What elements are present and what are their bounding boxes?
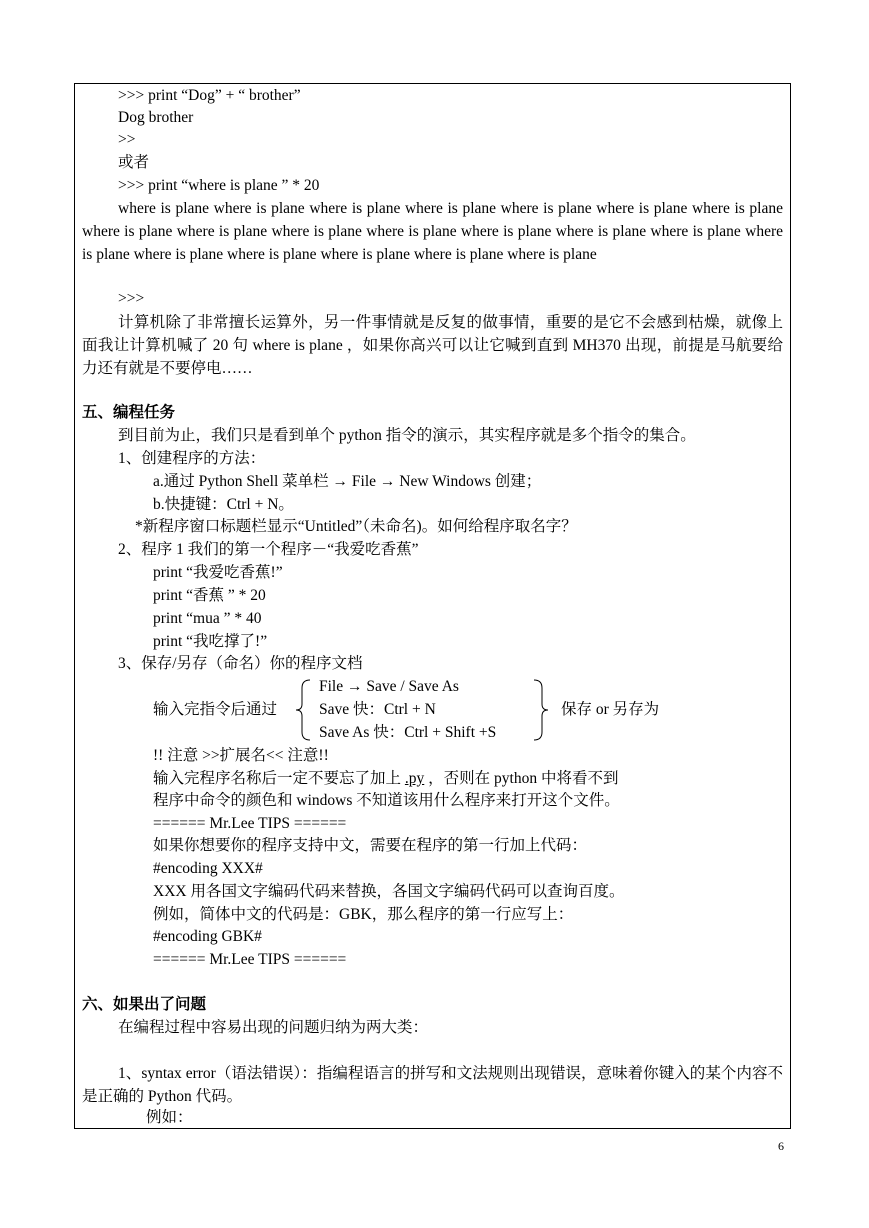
- section-heading: 六、如果出了问题: [82, 996, 207, 1013]
- intro-text: 在编程过程中容易出现的问题归纳为两大类：: [118, 1019, 429, 1036]
- save-option: Save As 快：Ctrl + Shift +S: [319, 724, 497, 741]
- tips-divider: ====== Mr.Lee TIPS ======: [153, 815, 347, 832]
- tips-line: 例如，简体中文的代码是：GBK，那么程序的第一行应写上：: [153, 906, 574, 923]
- list-item: 2、程序 1 我们的第一个程序－“我爱吃香蕉”: [118, 541, 419, 558]
- example-label: 例如：: [146, 1109, 193, 1126]
- explanation-paragraph: 计算机除了非常擅长运算外，另一件事情就是反复的做事情，重要的是它不会感到枯燥，就像上面我让计算机喊了 20 句 where is plane ，如果你高兴可以让它喊到直到 MH370 出现，前提是马航要给力还有就是不要停电……: [82, 314, 783, 377]
- warning-text: !! 注意 >>扩展名<< 注意!!: [153, 747, 329, 764]
- list-item: 1、创建程序的方法：: [118, 450, 266, 467]
- warning-line: 程序中命令的颜色和 windows 不知道该用什么程序来打开这个文件。: [153, 792, 620, 809]
- intro-text: 到目前为止，我们只是看到单个 python 指令的演示，其实程序就是多个指令的集合。: [118, 427, 696, 444]
- prompt-line: >>: [118, 131, 136, 148]
- save-option: Save 快：Ctrl + N: [319, 701, 436, 718]
- code-line: print “我吃撑了!”: [153, 633, 268, 650]
- tips-line: 如果你想要你的程序支持中文，需要在程序的第一行加上代码：: [153, 837, 588, 854]
- code-line: >>> print “where is plane ” * 20: [118, 177, 320, 194]
- code-line: print “香蕉 ” * 20: [153, 587, 266, 604]
- prompt-line: >>>: [118, 290, 145, 307]
- tips-code: #encoding GBK#: [153, 928, 262, 945]
- warning-line: 输入完程序名称后一定不要忘了加上 .py ，否则在 python 中将看不到: [153, 770, 619, 787]
- output-line: Dog brother: [118, 109, 194, 126]
- output-paragraph: where is plane where is plane where is plane where is plane where is plane where is plane where is plane where is plane where is plane where is plane where is plane where is plane where is plane where is plane where is plane where is plane where is plane where is plane where is plane where is plane: [82, 200, 783, 263]
- list-item: 3、保存/另存（命名）你的程序文档: [118, 655, 363, 672]
- code-line: print “我爱吃香蕉!”: [153, 564, 283, 581]
- page-number: 6: [778, 1139, 784, 1153]
- code-line: >>> print “Dog” + “ brother”: [118, 87, 301, 104]
- error-paragraph: 1、syntax error（语法错误）：指编程语言的拼写和文法规则出现错误，意味着你键入的某个内容不是正确的 Python 代码。: [82, 1065, 783, 1105]
- list-subitem: b.快捷键：Ctrl + N。: [153, 496, 294, 513]
- tips-code: #encoding XXX#: [153, 860, 263, 877]
- section-heading: 五、编程任务: [82, 404, 176, 421]
- save-lead-text: 输入完指令后通过: [153, 701, 278, 718]
- save-option: File → Save / Save As: [319, 678, 459, 695]
- tips-divider: ====== Mr.Lee TIPS ======: [153, 951, 347, 968]
- right-brace: [528, 678, 552, 742]
- text-line: 或者: [118, 154, 150, 171]
- save-result-text: 保存 or 另存为: [561, 701, 660, 718]
- left-brace: [294, 678, 318, 742]
- list-subitem: a.通过 Python Shell 菜单栏 → File → New Windows 创建；: [153, 473, 542, 490]
- tips-line: XXX 用各国文字编码代码来替换，各国文字编码代码可以查询百度。: [153, 883, 625, 900]
- code-line: print “mua ” * 40: [153, 610, 262, 627]
- file-extension: .py: [404, 770, 425, 787]
- note-text: *新程序窗口标题栏显示“Untitled”（未命名)。如何给程序取名字？: [135, 518, 577, 535]
